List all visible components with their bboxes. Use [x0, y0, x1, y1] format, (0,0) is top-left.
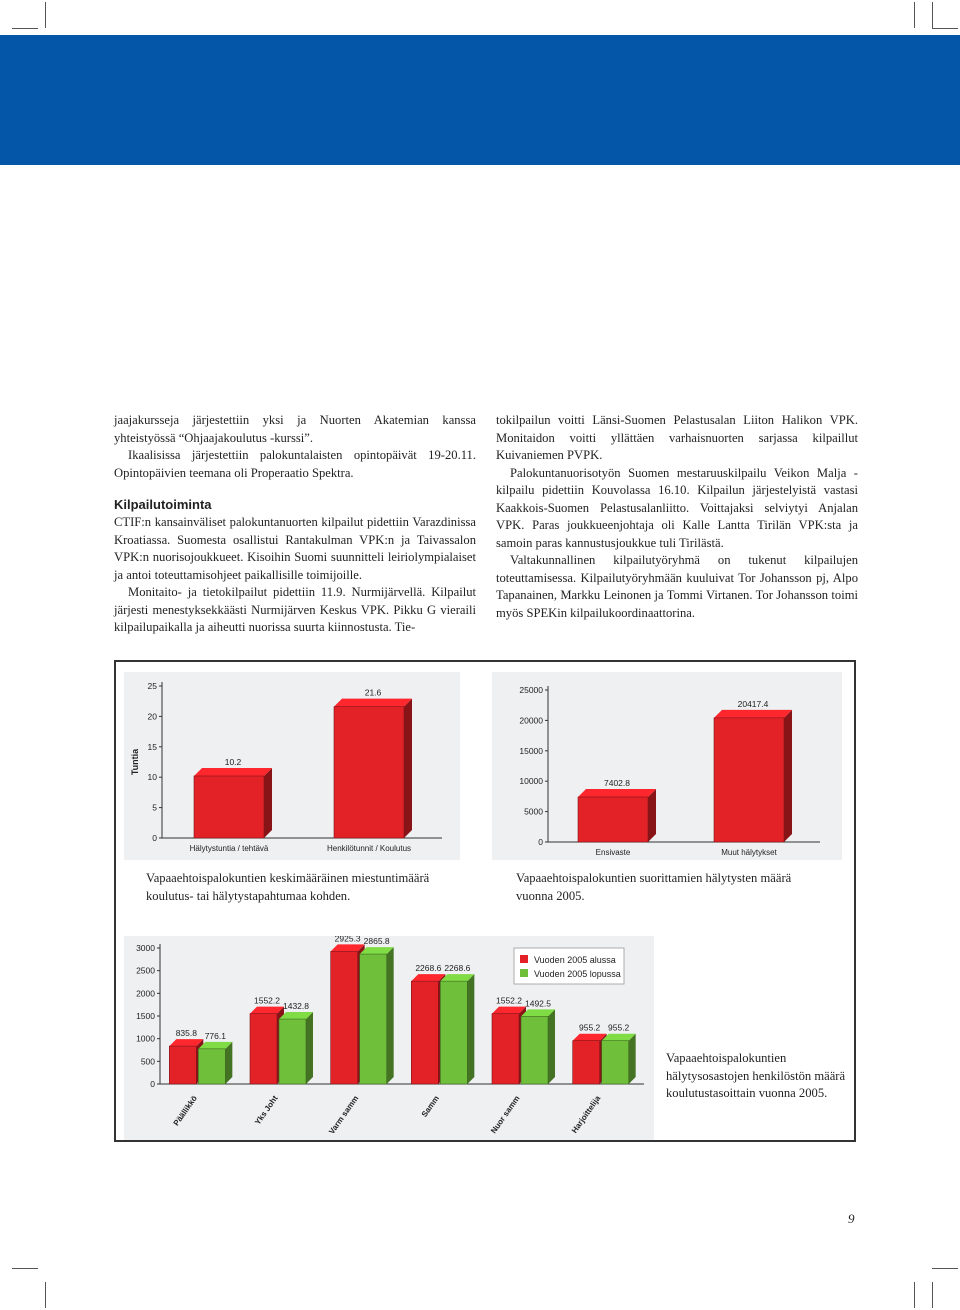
- bar: [198, 1049, 225, 1084]
- data-label: 835.8: [175, 1028, 197, 1039]
- y-tick-label: 1500: [136, 1011, 155, 1021]
- y-tick-label: 3000: [136, 943, 155, 953]
- y-tick-label: 5000: [524, 806, 543, 817]
- crop-mark: [12, 1268, 38, 1269]
- bar-top: [578, 789, 656, 797]
- bar: [573, 1041, 600, 1084]
- y-tick-label: 15000: [519, 745, 543, 756]
- bar-side: [387, 947, 394, 1084]
- bar: [492, 1014, 519, 1084]
- y-tick-label: 2500: [136, 965, 155, 976]
- x-tick-label: Yks Joht: [253, 1093, 280, 1127]
- x-tick-label: Nuor samm: [489, 1093, 522, 1136]
- y-tick-label: 500: [140, 1056, 155, 1067]
- y-tick-label: 1000: [136, 1033, 155, 1044]
- data-label: 7402.8: [604, 777, 630, 788]
- crop-mark: [914, 2, 915, 28]
- x-tick-label: Päällikkö: [171, 1093, 199, 1128]
- data-label: 955.2: [579, 1022, 601, 1033]
- data-label: 955.2: [608, 1022, 630, 1033]
- left-column: [114, 412, 476, 637]
- crop-mark: [932, 2, 933, 28]
- bar: [194, 776, 264, 838]
- crop-mark: [932, 1268, 958, 1269]
- bar: [411, 981, 438, 1084]
- crop-mark: [12, 28, 38, 29]
- chart-3-svg: [124, 936, 654, 1140]
- paragraph: Palokuntanuorisotyön Suomen mestaruuskilpailu Veikon Malja -kilpailu pidettiin Kouvolassa 16.10. Kilpailun järjestelyistä vastasi Kaakkois-Suomen Pelastusalanliitto. Voittajaksi selviytyi Anjalan VPK. Paras joukkueenjohtaja oli Kalle Lantta Tirilän VPK:sta ja samoin paras kannustusjoukkue tuli Tirilästä.: [496, 465, 858, 550]
- y-tick-label: 0: [152, 833, 157, 843]
- y-tick-label: 25: [147, 681, 157, 691]
- x-tick-label: Henkilötunnit / Koulutus: [326, 844, 412, 853]
- y-tick-label: 20000: [519, 715, 543, 726]
- paragraph: jaajakursseja järjestettiin yksi ja Nuorten Akatemian kanssa yhteistyössä “Ohjaajakoulutus -kurssi”.: [114, 413, 476, 445]
- crop-mark: [914, 1282, 915, 1308]
- section-heading: Kilpailutoiminta: [114, 497, 212, 512]
- x-tick-label: Samm: [419, 1093, 441, 1119]
- bar-side: [404, 699, 412, 838]
- bar: [714, 718, 784, 842]
- bar: [169, 1046, 196, 1084]
- caption-2: Vapaaehtoispalokuntien suorittamien hälytysten määrä vuonna 2005.: [516, 871, 792, 903]
- paragraph: tokilpailun voitti Länsi-Suomen Pelastusalan Liiton Halikon VPK. Monitaidon voitti yllättäen varhaisnuorten sarjassa kilpaillut Kuivaniemen PVPK.: [496, 413, 858, 462]
- caption-1: Vapaaehtoispalokuntien keskimääräinen miestuntimäärä koulutus- tai hälytystapahtumaa kohden.: [146, 871, 430, 903]
- legend-entry: Vuoden 2005 lopussa: [534, 969, 621, 979]
- bar: [602, 1041, 629, 1084]
- bar: [440, 981, 467, 1084]
- paragraph: Ikaalisissa järjestettiin palokuntalaisten opintopäivät 19-20.11. Opintopäivien teemana oli Properaatio Spektra.: [114, 448, 476, 480]
- data-label: 10.2: [224, 756, 242, 767]
- bar-side: [648, 789, 656, 842]
- paragraph: Monitaito- ja tietokilpailut pidettiin 11.9. Nurmijärvellä. Kilpailut järjesti menestyksekkäästi Nurmijärven Keskus VPK. Pikku G vieraili kilpailupaikalla ja aiheutti nuorissa suurta kiinnostusta. Tie-: [114, 585, 476, 634]
- bar-side: [264, 768, 272, 838]
- caption-3: Vapaaehtoispalokuntien hälytysosastojen henkilöstön määrä koulutustasoittain vuonna 2005.: [666, 1051, 846, 1100]
- bar: [279, 1019, 306, 1084]
- x-tick-label: Varm samm: [327, 1093, 361, 1136]
- y-tick-label: 10000: [519, 776, 543, 787]
- bar: [250, 1014, 277, 1084]
- bar-top: [714, 710, 792, 718]
- legend-entry: Vuoden 2005 alussa: [534, 955, 616, 965]
- data-label: 21.6: [364, 687, 382, 698]
- x-tick-label: Harjoittelija: [569, 1093, 603, 1135]
- y-tick-label: 25000: [519, 685, 543, 695]
- bar-side: [548, 1009, 555, 1084]
- legend-swatch: [520, 955, 528, 963]
- y-tick-label: 0: [150, 1079, 155, 1089]
- chart-3: [124, 936, 654, 1140]
- bar-side: [784, 710, 792, 842]
- chart-2: [492, 672, 842, 860]
- data-label: 2925.3: [334, 936, 361, 944]
- header-banner: [0, 35, 960, 165]
- y-tick-label: 2000: [136, 988, 155, 999]
- bar-top: [194, 768, 272, 776]
- data-label: 20417.4: [737, 698, 769, 709]
- figure-box: [114, 660, 856, 1142]
- right-column: [496, 412, 858, 622]
- chart-1: [124, 672, 460, 860]
- bar-top: [334, 699, 412, 707]
- data-label: 2865.8: [363, 936, 390, 947]
- y-tick-label: 0: [538, 837, 543, 847]
- crop-mark: [45, 2, 46, 28]
- bar: [360, 954, 387, 1084]
- y-tick-label: 15: [147, 741, 157, 752]
- x-tick-label: Ensivaste: [595, 848, 631, 857]
- data-label: 1552.2: [496, 995, 522, 1006]
- x-tick-label: Muut hälytykset: [721, 848, 777, 857]
- x-tick-label: Hälytystuntia / tehtävä: [189, 844, 269, 853]
- legend-swatch: [520, 969, 528, 977]
- crop-mark: [932, 28, 958, 29]
- paragraph: CTIF:n kansainväliset palokuntanuorten kilpailut pidettiin Varazdinissa Kroatiassa. Suomesta osallistui Rantakulman VPK:n ja Taivassalon VPK:n nuorisojoukkueet. Kisoihin Suomi suunnitteli leiriolympialaiset ja antoi toteuttamisohjeet paikallisille toimijoille.: [114, 515, 476, 582]
- bar: [331, 951, 358, 1084]
- data-label: 1492.5: [525, 998, 551, 1009]
- bar-side: [467, 974, 474, 1084]
- y-tick-label: 10: [147, 772, 157, 783]
- chart-1-svg: [124, 672, 460, 860]
- data-label: 2268.6: [444, 963, 471, 974]
- bar: [334, 707, 404, 838]
- y-tick-label: 20: [147, 711, 157, 722]
- page-number: 9: [848, 1211, 855, 1226]
- y-tick-label: 5: [152, 802, 157, 813]
- bar-side: [225, 1042, 232, 1084]
- crop-mark: [45, 1282, 46, 1308]
- data-label: 776.1: [204, 1030, 226, 1041]
- data-label: 1432.8: [283, 1001, 309, 1012]
- bar-side: [629, 1034, 636, 1084]
- crop-mark: [932, 1282, 933, 1308]
- bar: [521, 1016, 548, 1084]
- bar: [578, 797, 648, 842]
- chart-2-svg: [492, 672, 842, 860]
- data-label: 1552.2: [254, 995, 280, 1006]
- paragraph: Valtakunnallinen kilpailutyöryhmä on tukenut kilpailujen toteuttamisessa. Kilpailutyöryhmään kuuluivat Tor Johansson pj, Alpo Tapanainen, Markku Leinonen ja Tommi Virtanen. Tor Johansson toimi myös SPEKin kilpailukoordinaattorina.: [496, 553, 858, 620]
- y-axis-label: Tuntia: [130, 748, 140, 776]
- data-label: 2268.6: [415, 963, 442, 974]
- bar-side: [306, 1012, 313, 1084]
